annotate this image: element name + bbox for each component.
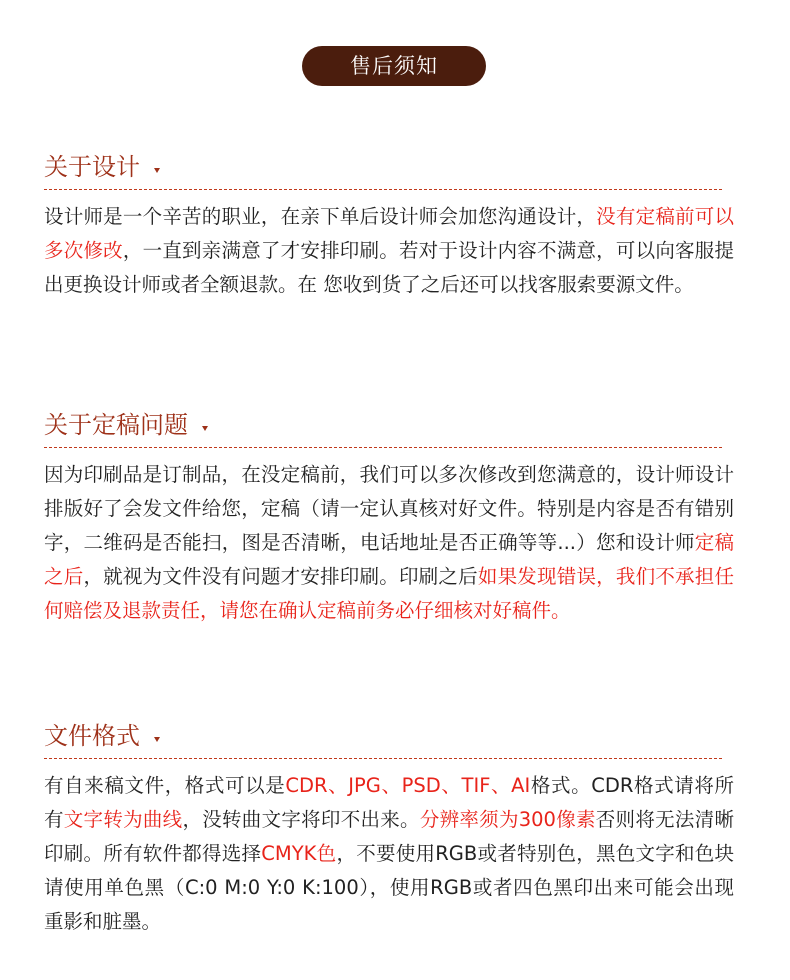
- section-title: 文件格式: [44, 722, 140, 750]
- body-text: ，没转曲文字将印不出来。: [182, 808, 420, 831]
- section-heading: [44, 719, 734, 759]
- section-title: 关于定稿问题: [44, 411, 188, 439]
- section-file-format: [44, 719, 734, 939]
- triangle-down-icon: [154, 168, 160, 173]
- body-text: ，一直到亲满意了才安排印刷。若对于设计内容不满意，可以向客服提出更换设计师或者全额退款。在 您收到货了之后还可以找客服索要源文件。: [44, 239, 734, 296]
- section-about-final-draft: [44, 408, 734, 628]
- highlighted-text: 分辨率须为300像素: [419, 808, 596, 831]
- body-text: 因为印刷品是订制品，在没定稿前，我们可以多次修改到您满意的，设计师设计排版好了会发文件给您，定稿（请一定认真核对好文件。特别是内容是否有错别字，二维码是否能扫，图是否清晰，电话地址是否正确等等...）您和设计师: [44, 463, 734, 554]
- section-body: [44, 769, 734, 939]
- body-text: 设计师是一个辛苦的职业，在亲下单后设计师会加您沟通设计，: [44, 205, 597, 228]
- triangle-down-icon: [202, 426, 208, 431]
- section-body: [44, 458, 734, 628]
- highlighted-text: 如果发现错误，我们不承担任何赔偿及退款责任，请您在确认定稿前务必仔细核对好稿件。: [44, 565, 734, 622]
- highlighted-text: 定稿之后: [44, 531, 734, 588]
- dashed-divider: [44, 189, 722, 190]
- dashed-divider: [44, 447, 722, 448]
- triangle-down-icon: [154, 737, 160, 742]
- section-heading: [44, 150, 734, 190]
- section-about-design: [44, 150, 734, 302]
- section-heading: [44, 408, 734, 448]
- after-sales-notice-badge: 售后须知: [302, 46, 486, 86]
- section-body: [44, 200, 734, 302]
- highlighted-text: CDR、JPG、PSD、TIF、AI: [285, 774, 531, 797]
- body-text: ，不要使用RGB或者特别色，黑色文字和色块请使用单色黑（C:0 M:0 Y:0 K:100），使用RGB或者四色黑印出来可能会出现重影和脏墨。: [44, 842, 735, 933]
- highlighted-text: CMYK色: [261, 842, 337, 865]
- body-text: 有自来稿文件，格式可以是: [44, 774, 286, 797]
- dashed-divider: [44, 758, 722, 759]
- body-text: 否则将无法清晰印刷。所有软件都得选择: [44, 808, 734, 865]
- highlighted-text: 文字转为曲线: [63, 808, 183, 831]
- body-text: 格式。CDR格式请将所有: [44, 774, 734, 831]
- section-title: 关于设计: [44, 153, 140, 181]
- highlighted-text: 没有定稿前可以多次修改: [44, 205, 734, 262]
- body-text: ，就视为文件没有问题才安排印刷。印刷之后: [83, 565, 478, 588]
